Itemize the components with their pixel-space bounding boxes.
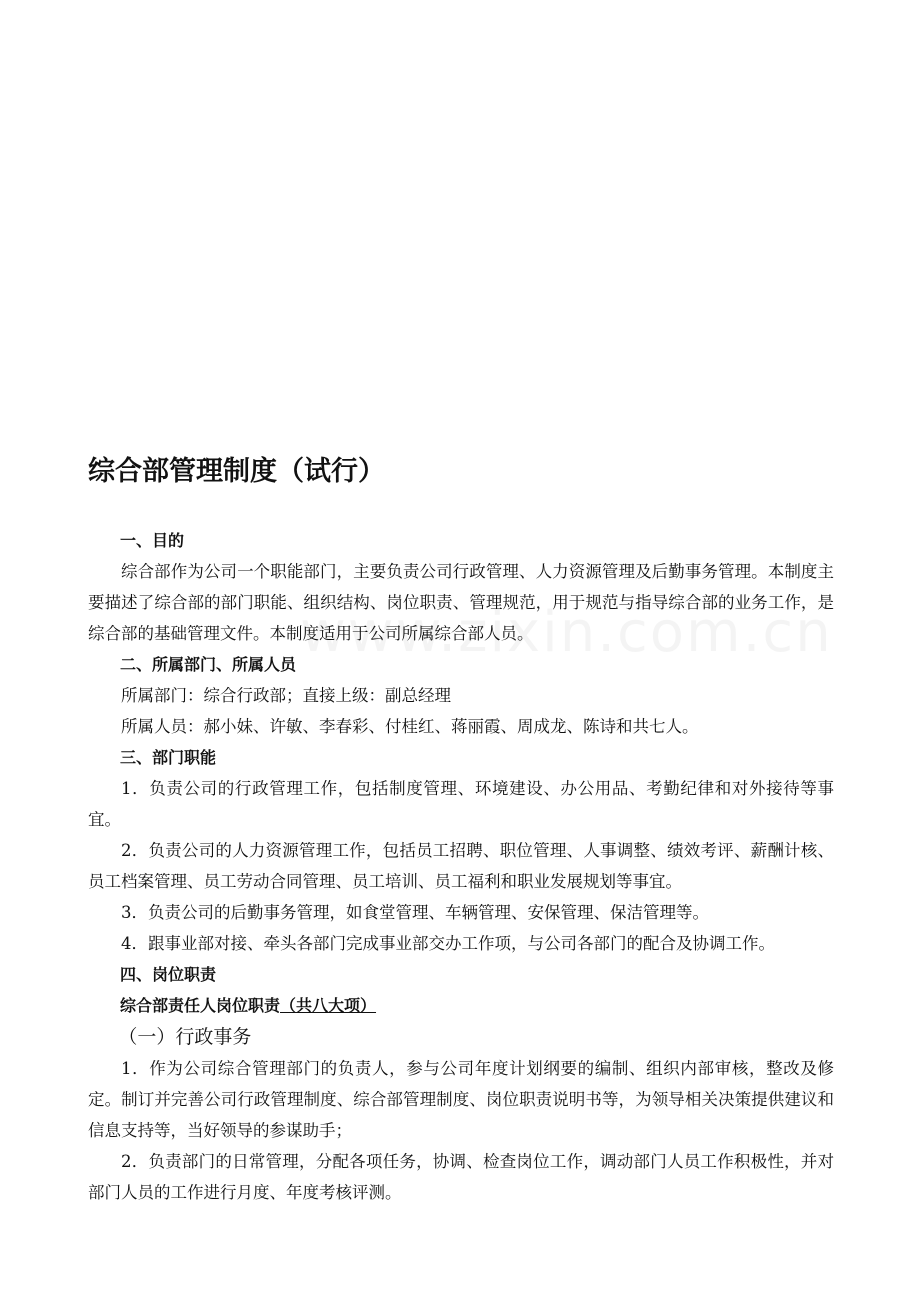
section-heading-duties: 四、岗位职责: [120, 965, 217, 984]
function-item: 2．负责公司的人力资源管理工作，包括员工招聘、职位管理、人事调整、绩效考评、薪酬计核、员工档案管理、员工劳动合同管理、员工培训、员工福利和职业发展规划等事宜。: [88, 841, 834, 891]
function-item: 3．负责公司的后勤事务管理，如食堂管理、车辆管理、安保管理、保洁管理等。: [121, 903, 709, 922]
duties-subheading-main: 综合部责任人岗位职责: [120, 996, 281, 1015]
function-item: 1．负责公司的行政管理工作，包括制度管理、环境建设、办公用品、考勤纪律和对外接待等事宜。: [88, 779, 834, 829]
document-body: [88, 525, 834, 1208]
affiliation-department: 所属部门：综合行政部；直接上级：副总经理: [121, 686, 451, 705]
document-title: 综合部管理制度（试行）: [88, 456, 385, 487]
duties-subheading-note: （共八大项）: [280, 996, 377, 1015]
admin-item: 2．负责部门的日常管理，分配各项任务，协调、检查岗位工作，调动部门人员工作积极性，并对部门人员的工作进行月度、年度考核评测。: [88, 1152, 834, 1202]
section-heading-functions: 三、部门职能: [120, 748, 217, 767]
section-heading-affiliation: 二、所属部门、所属人员: [120, 655, 297, 674]
purpose-paragraph: 综合部作为公司一个职能部门，主要负责公司行政管理、人力资源管理及后勤事务管理。本制度主要描述了综合部的部门职能、组织结构、岗位职责、管理规范，用于规范与指导综合部的业务工作，是综合部的基础管理文件。本制度适用于公司所属综合部人员。: [88, 562, 834, 643]
admin-subsection-heading: （一）行政事务: [118, 1026, 252, 1048]
function-item: 4．跟事业部对接、牵头各部门完成事业部交办工作项，与公司各部门的配合及协调工作。: [121, 934, 775, 953]
duties-subheading: [88, 990, 834, 1021]
admin-item: 1．作为公司综合管理部门的负责人，参与公司年度计划纲要的编制、组织内部审核，整改及修定。制订并完善公司行政管理制度、综合部管理制度、岗位职责说明书等，为领导相关决策提供建议和信息支持等，当好领导的参谋助手；: [88, 1059, 834, 1140]
affiliation-staff: 所属人员：郝小妹、许敏、李春彩、付桂红、蒋丽霞、周成龙、陈诗和共七人。: [121, 717, 699, 736]
section-heading-purpose: 一、目的: [120, 531, 185, 550]
